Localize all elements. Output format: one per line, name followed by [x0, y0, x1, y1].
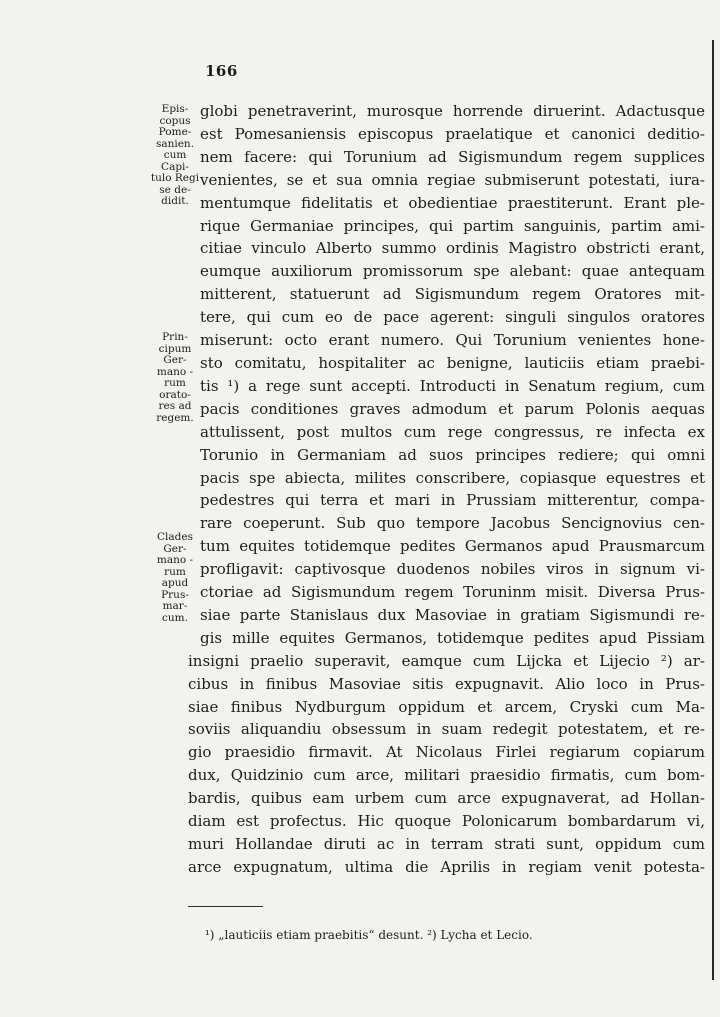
- text-line: miserunt: octo erant numero. Qui Torunium venientes hone-: [200, 331, 705, 350]
- marginal-note-2: Prin- cipum Ger- mano - rum orato- res ad regem.: [156, 331, 194, 424]
- text-line: eumque auxiliorum promissorum spe alebant: quae antequam: [200, 262, 705, 281]
- text-line: gis mille equites Germanos, totidemque pedites apud Pissiam: [200, 628, 705, 647]
- text-line: ctoriae ad Sigismundum regem Toruninm misit. Diversa Prus-: [200, 583, 705, 602]
- text-line: diam est profectus. Hic quoque Polonicarum bombardarum vi,: [188, 812, 705, 831]
- text-line: mentumque fidelitatis et obedientiae praestiterunt. Erant ple-: [200, 193, 705, 212]
- text-line: globi penetraverint, murosque horrende diruerint. Adactusque: [200, 102, 705, 120]
- main-text: [188, 100, 705, 879]
- footnote-rule: [188, 906, 263, 907]
- text-line: tis ¹) a rege sunt accepti. Introducti in Senatum regium, cum: [200, 376, 705, 395]
- text-line: tum equites totidemque pedites Germanos apud Prausmarcum: [200, 537, 705, 556]
- text-line: pacis spe abiecta, milites conscribere, copiasque equestres et: [200, 468, 705, 487]
- text-line: gio praesidio firmavit. At Nicolaus Firlei regiarum copiarum: [188, 743, 705, 762]
- text-line: sto comitatu, hospitaliter ac benigne, lauticiis etiam praebi-: [200, 353, 705, 372]
- text-line: rare coeperunt. Sub quo tempore Jacobus Sencignovius cen-: [200, 514, 705, 533]
- footnotes: ¹) „lauticiis etiam praebitis“ desunt. ²) Lycha et Lecio.: [205, 928, 533, 942]
- text-line: pacis conditiones graves admodum et parum Polonis aequas: [200, 399, 705, 418]
- page-number: 166: [205, 62, 238, 80]
- text-line: arce expugnatum, ultima die Aprilis in regiam venit potesta-: [188, 857, 705, 876]
- text-line: insigni praelio superavit, eamque cum Lijcka et Lijecio ²) ar-: [188, 651, 705, 670]
- marginal-note-1: Epis- copus Pome- sanien. cum Capi- tulo Regi se de- didit.: [150, 103, 200, 207]
- text-line: rique Germaniae principes, qui partim sanguinis, partim ami-: [200, 216, 705, 235]
- text-line: tere, qui cum eo de pace agerent: singuli singulos oratores: [200, 308, 705, 327]
- text-line: cibus in finibus Masoviae sitis expugnavit. Alio loco in Prus-: [188, 674, 705, 693]
- text-line: muri Hollandae diruti ac in terram strati sunt, oppidum cum: [188, 835, 705, 853]
- text-line: Torunio in Germaniam ad suos principes rediere; qui omni: [200, 445, 705, 464]
- text-line: citiae vinculo Alberto summo ordinis Magistro obstricti erant,: [200, 239, 705, 258]
- text-line: venientes, se et sua omnia regiae submiserunt potestati, iura-: [200, 170, 705, 189]
- text-line: bardis, quibus eam urbem cum arce expugnaverat, ad Hollan-: [188, 789, 705, 808]
- text-line: nem facere: qui Torunium ad Sigismundum regem supplices: [200, 147, 705, 166]
- text-line: mitterent, statuerunt ad Sigismundum regem Oratores mit-: [200, 285, 705, 304]
- text-line: siae finibus Nydburgum oppidum et arcem, Cryski cum Ma-: [188, 697, 705, 716]
- marginal-note-3: Clades Ger- mano - rum apud Prus- mar- cum.: [156, 531, 194, 624]
- text-line: est Pomesaniensis episcopus praelatique et canonici deditio-: [200, 124, 705, 143]
- page-edge-rule: [712, 40, 714, 980]
- text-line: dux, Quidzinio cum arce, militari praesidio firmatis, cum bom-: [188, 766, 705, 785]
- text-line: pedestres qui terra et mari in Prussiam mitterentur, compa-: [200, 491, 705, 510]
- text-line: siae parte Stanislaus dux Masoviae in gratiam Sigismundi re-: [200, 605, 705, 624]
- text-line: attulissent, post multos cum rege congressus, re infecta ex: [200, 422, 705, 441]
- text-line: soviis aliquandiu obsessum in suam redegit potestatem, et re-: [188, 720, 705, 739]
- text-line: profligavit: captivosque duodenos nobiles viros in signum vi-: [200, 560, 705, 579]
